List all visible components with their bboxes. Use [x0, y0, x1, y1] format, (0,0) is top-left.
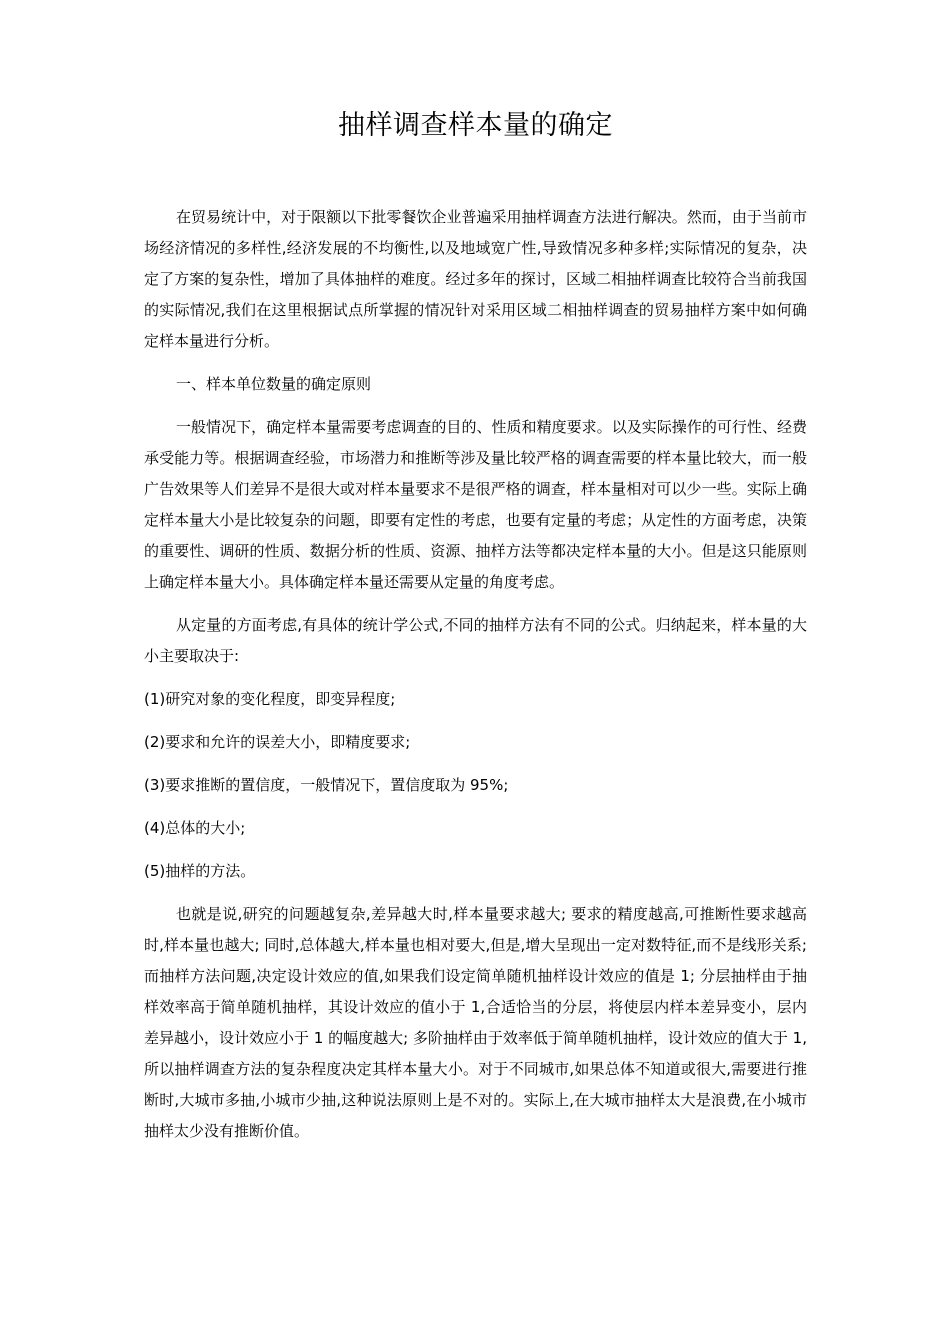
list-item-2: (2)要求和允许的误差大小，即精度要求; [144, 733, 411, 751]
document-title: 抽样调查样本量的确定 [338, 110, 613, 141]
list-item-5: (5)抽样的方法。 [144, 862, 256, 880]
paragraph-general-considerations: 一般情况下，确定样本量需要考虑调查的目的、性质和精度要求。以及实际操作的可行性、经费承受能力等。根据调查经验，市场潜力和推断等涉及量比较严格的调查需要的样本量比较大，而一般广告效果等人们差异不是很大或对样本量要求不是很严格的调查，样本量相对可以少一些。实际上确定样本量大小是比较复杂的问题，即要有定性的考虑，也要有定量的考虑；从定性的方面考虑，决策的重要性、调研的性质、数据分析的性质、资源、抽样方法等都决定样本量的大小。但是这只能原则上确定样本量大小。具体确定样本量还需要从定量的角度考虑。 [144, 418, 807, 591]
paragraph-intro: 在贸易统计中，对于限额以下批零餐饮企业普遍采用抽样调查方法进行解决。然而，由于当前市场经济情况的多样性,经济发展的不均衡性,以及地域宽广性,导致情况多种多样;实际情况的复杂，决定了方案的复杂性，增加了具体抽样的难度。经过多年的探讨，区域二相抽样调查比较符合当前我国的实际情况,我们在这里根据试点所掌握的情况针对采用区域二相抽样调查的贸易抽样方案中如何确定样本量进行分析。 [144, 208, 807, 350]
section-heading-1: 一、样本单位数量的确定原则 [176, 375, 372, 393]
list-item-3: (3)要求推断的置信度，一般情况下，置信度取为 95%; [144, 776, 509, 794]
list-item-4: (4)总体的大小; [144, 819, 246, 837]
paragraph-quantitative: 从定量的方面考虑,有具体的统计学公式,不同的抽样方法有不同的公式。归纳起来，样本量的大小主要取决于: [144, 616, 807, 665]
document-body [144, 202, 807, 1147]
paragraph-conclusion: 也就是说,研究的问题越复杂,差异越大时,样本量要求越大; 要求的精度越高,可推断性要求越高时,样本量也越大; 同时,总体越大,样本量也相对要大,但是,增大呈现出一定对数特征,而不是线形关系; 而抽样方法问题,决定设计效应的值,如果我们设定简单随机抽样设计效应的值是 1; 分层抽样由于抽样效率高于简单随机抽样，其设计效应的值小于 1,合适恰当的分层，将使层内样本差异变小，层内差异越小，设计效应小于 1 的幅度越大; 多阶抽样由于效率低于简单随机抽样，设计效应的值大于 1,所以抽样调查方法的复杂程度决定其样本量大小。对于不同城市,如果总体不知道或很大,需要进行推断时,大城市多抽,小城市少抽,这种说法原则上是不对的。实际上,在大城市抽样太大是浪费,在小城市抽样太少没有推断价值。 [144, 905, 807, 1140]
list-item-1: (1)研究对象的变化程度，即变异程度; [144, 690, 396, 708]
